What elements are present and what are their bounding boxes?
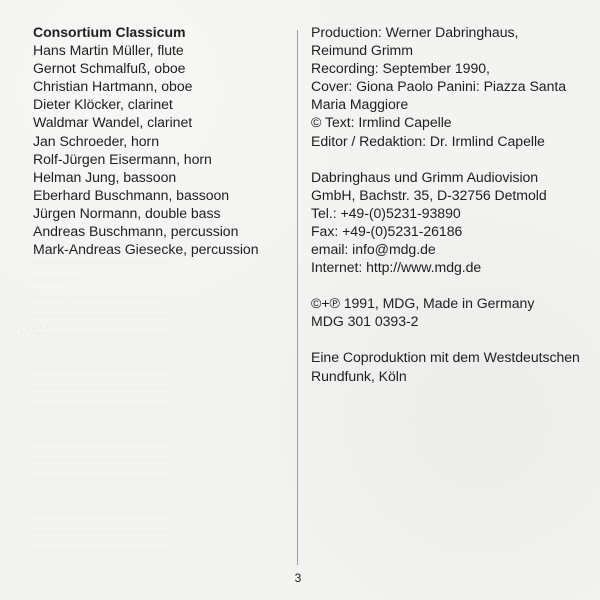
ensemble-member-line: Jürgen Normann, double bass [33,204,221,221]
production-credit-line: Reimund Grimm [311,42,413,59]
production-credits-block [311,23,581,150]
section-spacer [311,150,581,168]
coproduction-line: Rundfunk, Köln [311,367,407,384]
ensemble-member-line: Andreas Buschmann, percussion [33,223,239,240]
copyright-block [311,294,581,330]
production-credit-line: Production: Werner Dabringhaus, [311,24,519,40]
section-spacer [311,330,581,348]
production-credit-line: Editor / Redaktion: Dr. Irmlind Capelle [311,132,545,149]
ensemble-member-line: Helman Jung, bassoon [33,168,177,185]
catalog-number-line: MDG 301 0393-2 [311,313,419,330]
contact-line: Tel.: +49-(0)5231-93890 [311,204,461,221]
contact-line: Dabringhaus und Grimm Audiovision [311,168,539,185]
production-credit-line: Cover: Giona Paolo Panini: Piazza Santa [311,78,567,95]
production-credit-line: Recording: September 1990, [311,60,490,77]
ensemble-heading: Consortium Classicum [33,24,186,40]
contact-block [311,168,581,277]
ensemble-member-line: Dieter Klöcker, clarinet [33,96,173,113]
ensemble-member-line: Eberhard Buschmann, bassoon [33,186,230,203]
coproduction-block [311,348,581,384]
contact-line: email: info@mdg.de [311,241,436,258]
ensemble-member-line: Gernot Schmalfuß, oboe [33,60,186,77]
production-credit-line: Maria Maggiore [311,96,409,113]
ensemble-member-line: Mark-Andreas Giesecke, percussion [33,241,259,258]
ensemble-member-line: Jan Schroeder, horn [33,132,159,149]
ensemble-column [33,23,278,258]
paper-speck-marks [10,322,54,342]
section-spacer [311,276,581,294]
ensemble-member-line: Christian Hartmann, oboe [33,78,193,95]
ensemble-member-line: Rolf-Jürgen Eisermann, horn [33,150,212,167]
show-through-text-shadow [29,245,169,565]
production-credit-line: © Text: Irmlind Capelle [311,114,452,131]
page-number: 3 [294,571,302,585]
column-divider [297,30,298,565]
contact-line: Internet: http://www.mdg.de [311,259,482,276]
contact-line: GmbH, Bachstr. 35, D-32756 Detmold [311,186,547,203]
coproduction-line: Eine Coproduktion mit dem Westdeutschen [311,349,580,366]
credits-column [311,23,581,385]
ensemble-member-line: Waldmar Wandel, clarinet [33,114,193,131]
contact-line: Fax: +49-(0)5231-26186 [311,222,463,239]
ensemble-member-line: Hans Martin Müller, flute [33,42,184,59]
copyright-line: ©+℗ 1991, MDG, Made in Germany [311,295,535,312]
